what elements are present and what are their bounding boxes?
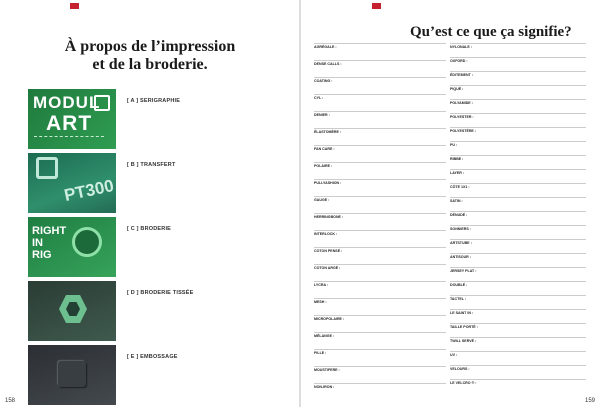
glossary-divider	[314, 230, 446, 231]
glossary-term: RIBBE :	[450, 157, 464, 161]
glossary-term: NYLONALE :	[450, 45, 472, 49]
glossary-divider	[450, 281, 586, 282]
glossary-term: COTON PENSÉ :	[314, 249, 343, 253]
glossary-term: POLYAMIDE :	[450, 101, 473, 105]
right-page-title: Qu’est ce que ça signifie?	[410, 24, 572, 40]
page-number-right: 159	[584, 398, 595, 404]
glossary-divider	[314, 213, 446, 214]
glossary-divider	[314, 298, 446, 299]
glossary-divider	[314, 162, 446, 163]
method-label: [ A ] SERIGRAPHIE	[127, 98, 181, 104]
glossary-term: FAN CARE :	[314, 147, 335, 151]
title-line-2: et de la broderie.	[92, 56, 208, 73]
glossary-divider	[314, 315, 446, 316]
glossary-term: ANTISOUR :	[450, 255, 471, 259]
glossary-term: POLYESTER :	[450, 115, 474, 119]
glossary-term: DENSE CALLS :	[314, 62, 342, 66]
glossary-term: MOUSTIFERE :	[314, 368, 340, 372]
glossary-term: DENIER :	[314, 113, 330, 117]
glossary-term: TWILL SERVÉ :	[450, 339, 477, 343]
glossary-term: LE VELCRO ® :	[450, 381, 477, 385]
glossary-divider	[314, 111, 446, 112]
glossary-divider	[450, 113, 586, 114]
glossary-term: INTERLOCK :	[314, 232, 338, 236]
glossary-divider	[314, 281, 446, 282]
page-number-left: 158	[5, 398, 16, 404]
method-label: [ D ] BRODERIE TISSÉE	[127, 290, 194, 296]
logo-text-art: ART	[46, 112, 93, 135]
photo-print-text: RIGHT IN RIG	[32, 225, 67, 261]
method-label: [ E ] EMBOSSAGE	[127, 354, 178, 360]
glossary-term: MESH :	[314, 300, 327, 304]
header-tab	[70, 3, 79, 9]
glossary-divider	[450, 351, 586, 352]
glossary-divider	[450, 155, 586, 156]
glossary-divider	[450, 239, 586, 240]
glossary-term: ÉDITEMENT :	[450, 73, 473, 77]
embossage-photo	[28, 345, 116, 405]
glossary-divider	[314, 128, 446, 129]
glossary-divider	[314, 264, 446, 265]
glossary-term: PULLYASHION :	[314, 181, 342, 185]
k-logo-icon	[94, 95, 110, 111]
broderie-tissee-photo	[28, 281, 116, 341]
embossed-logo-icon	[58, 361, 86, 387]
glossary-divider	[450, 211, 586, 212]
right-page	[300, 0, 600, 407]
photo-print-text: PT300	[62, 176, 116, 206]
glossary-term: LAYER :	[450, 171, 465, 175]
glossary-divider	[314, 196, 446, 197]
glossary-divider	[450, 295, 586, 296]
glossary-term: PILLE :	[314, 351, 327, 355]
glossary-term: NON-IRON :	[314, 385, 335, 389]
method-broderie	[28, 217, 284, 277]
glossary-divider	[450, 169, 586, 170]
glossary-term: MICROPOLAIRE :	[314, 317, 345, 321]
glossary-divider	[450, 57, 586, 58]
glossary-term: COTON ARGÉ :	[314, 266, 341, 270]
glossary-divider	[314, 179, 446, 180]
glossary-term: POLYESTÈRE :	[450, 129, 477, 133]
glossary-divider	[450, 225, 586, 226]
broderie-photo	[28, 217, 116, 277]
serigraphie-photo	[28, 89, 116, 149]
title-line-1: À propos de l’impression	[64, 38, 236, 55]
glossary-term: TAILLE PORTÉ :	[450, 325, 478, 329]
glossary-term: HERRINGBONE :	[314, 215, 344, 219]
glossary-term: AGRÉGALE :	[314, 45, 337, 49]
glossary-divider	[314, 366, 446, 367]
glossary-divider	[450, 141, 586, 142]
glossary-divider	[314, 383, 446, 384]
glossary-divider	[450, 99, 586, 100]
glossary-divider	[450, 127, 586, 128]
glossary-term: CÔTE 1X1 :	[450, 185, 470, 189]
glossary-divider	[314, 349, 446, 350]
glossary-term: ÉLASTOMÈRE :	[314, 130, 342, 134]
glossary-divider	[450, 183, 586, 184]
glossary-term: PU :	[450, 143, 458, 147]
method-embossage	[28, 345, 284, 405]
glossary-divider	[450, 309, 586, 310]
k-logo-icon	[36, 157, 58, 179]
glossary-term: VELOURS :	[450, 367, 470, 371]
glossary-term: SONNIERS :	[450, 227, 471, 231]
glossary-term: SATIN :	[450, 199, 463, 203]
glossary-divider	[314, 43, 446, 44]
glossary-divider	[314, 332, 446, 333]
glossary-divider	[314, 145, 446, 146]
round-badge-icon	[72, 227, 102, 257]
method-serigraphie	[28, 89, 284, 149]
glossary-divider	[314, 247, 446, 248]
logo-text-modu: MODUL	[33, 93, 101, 112]
method-broderie-tissee	[28, 281, 284, 341]
glossary-divider	[314, 60, 446, 61]
glossary-term: UV :	[450, 353, 458, 357]
glossary-divider	[450, 267, 586, 268]
header-tab	[372, 3, 381, 9]
glossary-term: DOUBLÉ :	[450, 283, 468, 287]
glossary-divider	[450, 323, 586, 324]
glossary-term: POLAIRE :	[314, 164, 333, 168]
glossary-divider	[450, 43, 586, 44]
glossary-term: LYCRA :	[314, 283, 329, 287]
method-label: [ B ] TRANSFERT	[127, 162, 176, 168]
glossary-term: ARTSTUBE :	[450, 241, 472, 245]
glossary-term: PIQUÉ :	[450, 87, 464, 91]
glossary-term: LE SAINT IN :	[450, 311, 474, 315]
glossary-divider	[450, 71, 586, 72]
glossary-term: GAUGE :	[314, 198, 330, 202]
glossary-divider	[314, 77, 446, 78]
method-label: [ C ] BRODERIE	[127, 226, 172, 232]
glossary-divider	[450, 379, 586, 380]
glossary-term: JERSEY PLAT :	[450, 269, 477, 273]
left-page-title	[0, 38, 300, 74]
glossary-term: OXFORD :	[450, 59, 468, 63]
glossary-divider	[450, 365, 586, 366]
glossary-divider	[314, 94, 446, 95]
glossary-divider	[450, 253, 586, 254]
glossary-divider	[450, 337, 586, 338]
glossary-term: CYL :	[314, 96, 324, 100]
transfert-photo	[28, 153, 116, 213]
glossary-divider	[450, 85, 586, 86]
method-transfert	[28, 153, 284, 213]
glossary-term: DÉNUDÉ :	[450, 213, 468, 217]
dashed-line	[34, 136, 104, 137]
glossary-term: TACTEL :	[450, 297, 467, 301]
glossary-term: MÉLANGE :	[314, 334, 335, 338]
glossary-divider	[450, 197, 586, 198]
glossary-term: COATING :	[314, 79, 333, 83]
